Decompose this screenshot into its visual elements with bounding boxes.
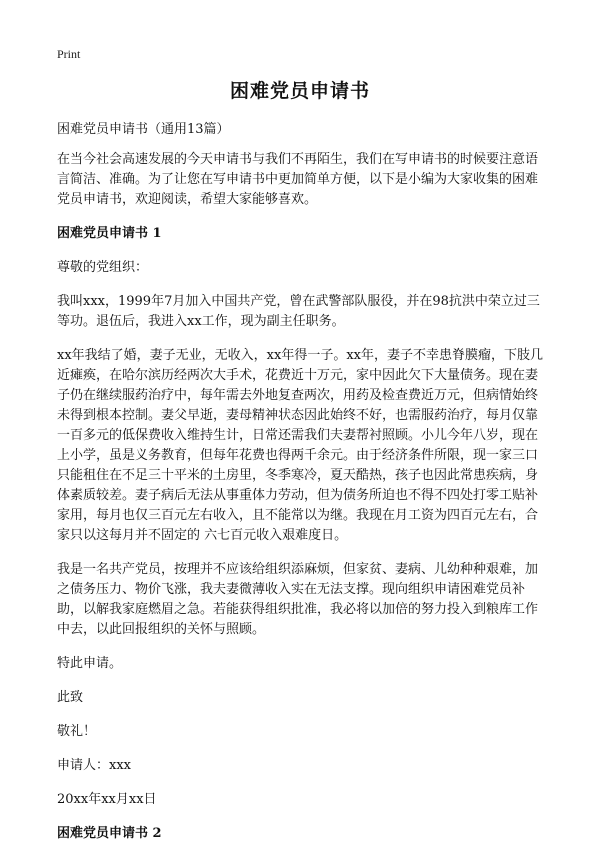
document-subtitle: 困难党员申请书（通用13篇） — [57, 122, 230, 137]
salutation: 尊敬的党组织： — [57, 260, 149, 275]
section-heading-1: 困难党员申请书 1 — [57, 226, 162, 241]
closing-request: 特此申请。 — [57, 656, 123, 671]
section-heading-2: 困难党员申请书 2 — [57, 826, 162, 841]
applicant-line: 申请人：xxx — [57, 758, 131, 773]
body-paragraph-1: 我叫xxx，1999年7月加入中国共产党，曾在武警部队服役，并在98抗洪中荣立过三等功。退伍后，我进入xx工作，现为副主任职务。 — [57, 294, 540, 329]
closing-cizhi: 此致 — [57, 690, 84, 705]
closing-salute: 敬礼！ — [57, 724, 97, 739]
intro-paragraph: 在当今社会高速发展的今天申请书与我们不再陌生，我们在写申请书的时候要注意语言简洁、准确。为了让您在写申请书中更加简单方便，以下是小编为大家收集的困难党员申请书，欢迎阅读，希望大家能够喜欢。 — [57, 152, 539, 207]
body-paragraph-3: 我是一名共产党员，按理并不应该给组织添麻烦，但家贫、妻病、儿幼种种艰难，加之债务压力、物价飞涨，我夫妻微薄收入实在无法支撑。现向组织申请困难党员补助，以解我家庭燃眉之急。若能获得组织批准，我必将以加倍的努力投入到粮库工作中去，以此回报组织的关怀与照顾。 — [57, 562, 539, 637]
document-body — [57, 120, 545, 858]
date-line: 20xx年xx月xx日 — [57, 792, 157, 807]
print-link[interactable]: Print — [57, 47, 81, 61]
document-title: 困难党员申请书 — [229, 80, 370, 102]
body-paragraph-2: xx年我结了婚，妻子无业，无收入，xx年得一子。xx年，妻子不幸患脊膜瘤，下肢几近瘫痪，在哈尔滨历经两次大手术，花费近十万元，家中因此欠下大量债务。现在妻子仍在继续服药治疗中，每年需去外地复查两次，用药及检查费近万元，但病情始终未得到根本控制。妻父早逝，妻母精神状态因此始终不好，也需服药治疗，每月仅靠一百多元的低保费收入维持生计，日常还需我们夫妻帮衬照顾。小儿今年八岁，现在上小学，虽是义务教育，但每年花费也得两千余元。由于经济条件所限，现一家三口只能租住在不足三十平米的土房里，冬季寒冷，夏天酷热，孩子也因此常患疾病，身体素质较差。妻子病后无法从事重体力劳动，但为债务所迫也不得不四处打零工贴补家用，每月也仅三百元左右收入，且不能常以为继。我现在月工资为四百元左右，合家只以这每月并不固定的 六七百元收入艰难度日。 — [57, 348, 543, 543]
